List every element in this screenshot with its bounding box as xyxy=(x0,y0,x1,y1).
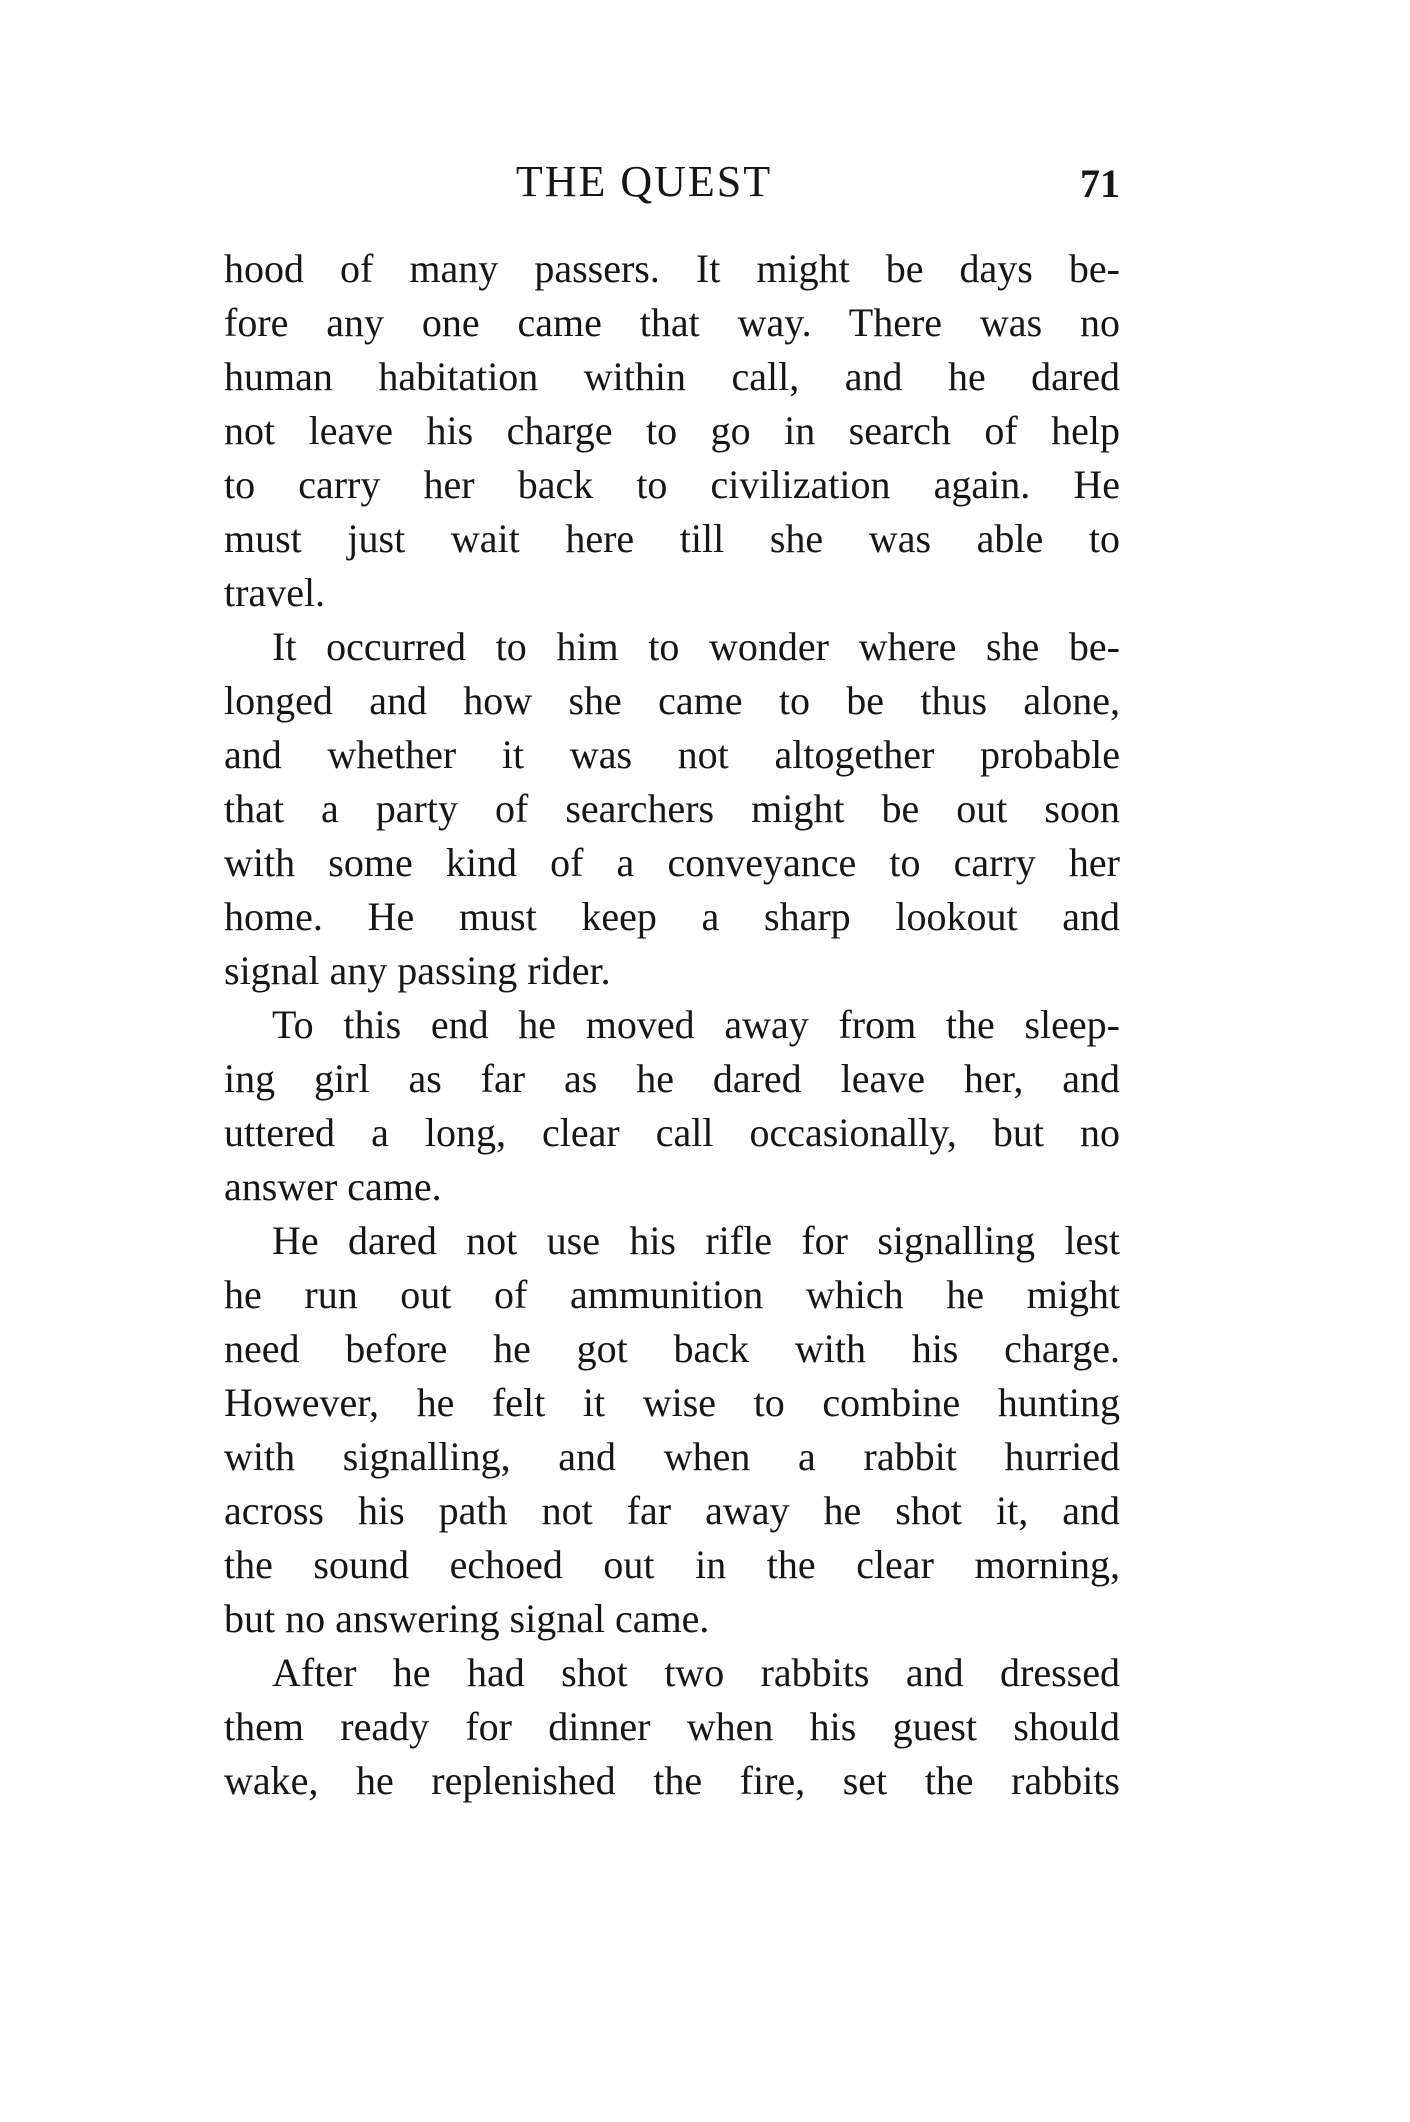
text-line: the sound echoed out in the clear morning, xyxy=(224,1542,1120,1587)
running-header xyxy=(224,152,1124,212)
text-line: human habitation within call, and he dared xyxy=(224,354,1120,399)
text-line: To this end he moved away from the sleep- xyxy=(272,1002,1120,1047)
text-line: hood of many passers. It might be days be- xyxy=(224,246,1120,291)
text-line: to carry her back to civilization again. He xyxy=(224,462,1120,507)
running-title: THE QUEST xyxy=(515,157,773,206)
paragraph xyxy=(224,620,1120,998)
text-line: and whether it was not altogether probable xyxy=(224,732,1120,777)
text-line: signal any passing rider. xyxy=(224,948,611,993)
text-line: After he had shot two rabbits and dressed xyxy=(272,1650,1120,1695)
page-number: 71 xyxy=(1080,161,1120,206)
paragraph xyxy=(224,242,1120,620)
paragraph xyxy=(224,998,1120,1214)
body-text xyxy=(224,242,1120,1808)
text-line: travel. xyxy=(224,570,326,615)
text-line: home. He must keep a sharp lookout and xyxy=(224,894,1120,939)
text-line: with some kind of a conveyance to carry her xyxy=(224,840,1120,885)
text-line: longed and how she came to be thus alone, xyxy=(224,678,1120,723)
paragraph xyxy=(224,1214,1120,1646)
text-line: fore any one came that way. There was no xyxy=(224,300,1120,345)
text-line: He dared not use his rifle for signalling lest xyxy=(272,1218,1120,1263)
text-line: However, he felt it wise to combine hunting xyxy=(224,1380,1120,1425)
text-line: with signalling, and when a rabbit hurried xyxy=(224,1434,1120,1479)
text-line: must just wait here till she was able to xyxy=(224,516,1120,561)
text-line: not leave his charge to go in search of help xyxy=(224,408,1120,453)
text-line: wake, he replenished the fire, set the rabbits xyxy=(224,1758,1120,1803)
text-line: that a party of searchers might be out soon xyxy=(224,786,1120,831)
text-line: them ready for dinner when his guest should xyxy=(224,1704,1120,1749)
text-line: It occurred to him to wonder where she be- xyxy=(272,624,1120,669)
text-line: he run out of ammunition which he might xyxy=(224,1272,1120,1317)
text-line: ing girl as far as he dared leave her, and xyxy=(224,1056,1120,1101)
text-line: but no answering signal came. xyxy=(224,1596,710,1641)
paragraph xyxy=(224,1646,1120,1808)
text-line: answer came. xyxy=(224,1164,442,1209)
text-line: across his path not far away he shot it, and xyxy=(224,1488,1120,1533)
text-line: uttered a long, clear call occasionally, but no xyxy=(224,1110,1120,1155)
text-line: need before he got back with his charge. xyxy=(224,1326,1120,1371)
